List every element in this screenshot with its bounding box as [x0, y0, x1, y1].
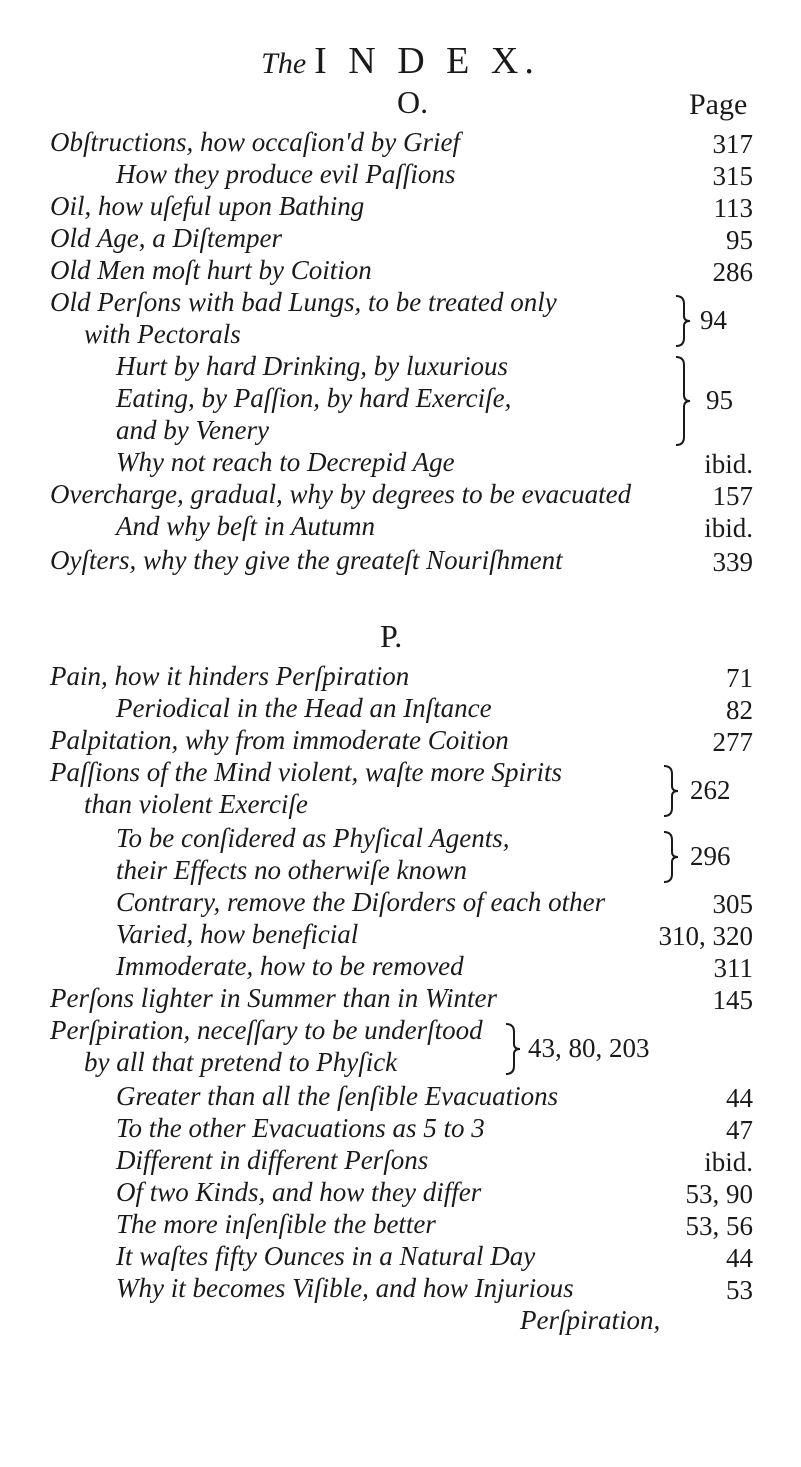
catchword: Perſpiration,	[520, 1305, 661, 1335]
page-number: 310, 320	[658, 921, 753, 951]
header-the: The	[261, 47, 307, 80]
index-entry: How they produce evil Paſſions	[116, 159, 456, 189]
index-entry: Palpitation, why from immoderate Coition	[50, 725, 509, 755]
page-number: 113	[713, 193, 753, 223]
header-title: I N D E X.	[314, 40, 540, 82]
index-entry: To the other Evacuations as 5 to 3	[116, 1113, 485, 1143]
brace-icon	[660, 830, 680, 884]
index-entry: Periodical in the Head an Inſtance	[116, 693, 492, 723]
section-letter-p: P.	[380, 618, 403, 654]
index-entry: Why it becomes Viſible, and how Injurious	[116, 1273, 574, 1303]
index-entry: Different in different Perſons	[116, 1145, 429, 1175]
index-entry-line: Paſſions of the Mind violent, waſte more Spirits	[50, 757, 562, 787]
index-entry: Pain, how it hinders Perſpiration	[50, 661, 410, 691]
index-entry-line: Hurt by hard Drinking, by luxurious	[116, 351, 508, 381]
index-entry: And why beſt in Autumn	[116, 511, 375, 541]
index-entry-line: by all that pretend to Phyſick	[84, 1047, 398, 1077]
index-entry: Obſtructions, how occaſion'd by Grief	[50, 127, 460, 157]
page-number: 305	[712, 889, 753, 919]
page-number: 44	[726, 1243, 753, 1273]
index-entry-line: Eating, by Paſſion, by hard Exerciſe,	[116, 383, 512, 413]
page-number: 145	[712, 985, 753, 1015]
index-entry-line: than violent Exerciſe	[84, 789, 308, 819]
page-number: 157	[712, 481, 753, 511]
page-number: 339	[712, 547, 753, 577]
page-number: 95	[726, 225, 753, 255]
page-number: ibid.	[704, 449, 753, 479]
page-number: 286	[712, 257, 753, 287]
page-number: 95	[706, 385, 733, 415]
index-entry: Overcharge, gradual, why by degrees to be evacuated	[50, 479, 632, 509]
brace-icon	[672, 294, 692, 348]
index-entry-line: with Pectorals	[84, 319, 241, 349]
index-entry: Perſons lighter in Summer than in Winter	[50, 983, 497, 1013]
page-number: 315	[712, 161, 753, 191]
index-entry-line: To be conſidered as Phyſical Agents,	[116, 823, 510, 853]
page-number: 53	[726, 1275, 753, 1305]
index-entry: The more inſenſible the better	[116, 1209, 436, 1239]
page-number: 71	[726, 663, 753, 693]
index-entry-line: Perſpiration, neceſſary to be underſtood	[50, 1015, 483, 1045]
section-letter-o: O.	[397, 84, 429, 120]
brace-icon	[672, 355, 692, 447]
index-entry-line: Old Perſons with bad Lungs, to be treated only	[50, 287, 557, 317]
index-entry: Immoderate, how to be removed	[116, 951, 464, 981]
index-entry: Greater than all the ſenſible Evacuations	[116, 1081, 559, 1111]
index-entry: Why not reach to Decrepid Age	[116, 447, 455, 477]
index-entry: Contrary, remove the Diſorders of each other	[116, 887, 606, 917]
index-entry: It waſtes fifty Ounces in a Natural Day	[116, 1241, 536, 1271]
page-number: 296	[690, 841, 731, 871]
index-entry: Oil, how uſeful upon Bathing	[50, 191, 365, 221]
index-entry: Of two Kinds, and how they differ	[116, 1177, 482, 1207]
page-number: 262	[690, 775, 731, 805]
brace-icon	[660, 764, 680, 818]
page-number: 82	[726, 695, 753, 725]
index-entry-line: their Effects no otherwiſe known	[116, 855, 467, 885]
page-number: 277	[712, 727, 753, 757]
page-number: 94	[700, 305, 727, 335]
index-entry: Old Men moſt hurt by Coition	[50, 255, 372, 285]
index-entry-line: and by Venery	[116, 415, 269, 445]
index-entry: Old Age, a Diſtemper	[50, 223, 282, 253]
page-number: 311	[713, 953, 753, 983]
page-number: ibid.	[704, 1147, 753, 1177]
page-number: 53, 56	[685, 1211, 753, 1241]
brace-icon	[502, 1022, 522, 1076]
running-header	[0, 42, 801, 80]
index-entry: Oyſters, why they give the greateſt Nouriſhment	[50, 545, 563, 575]
page-number: 47	[726, 1115, 753, 1145]
page-number: 317	[712, 129, 753, 159]
page-column-heading: Page	[689, 88, 748, 121]
page-number: 43, 80, 203	[528, 1033, 650, 1063]
page-number: ibid.	[704, 513, 753, 543]
page-number: 53, 90	[685, 1179, 753, 1209]
page-number: 44	[726, 1083, 753, 1113]
index-entry: Varied, how beneficial	[116, 919, 359, 949]
